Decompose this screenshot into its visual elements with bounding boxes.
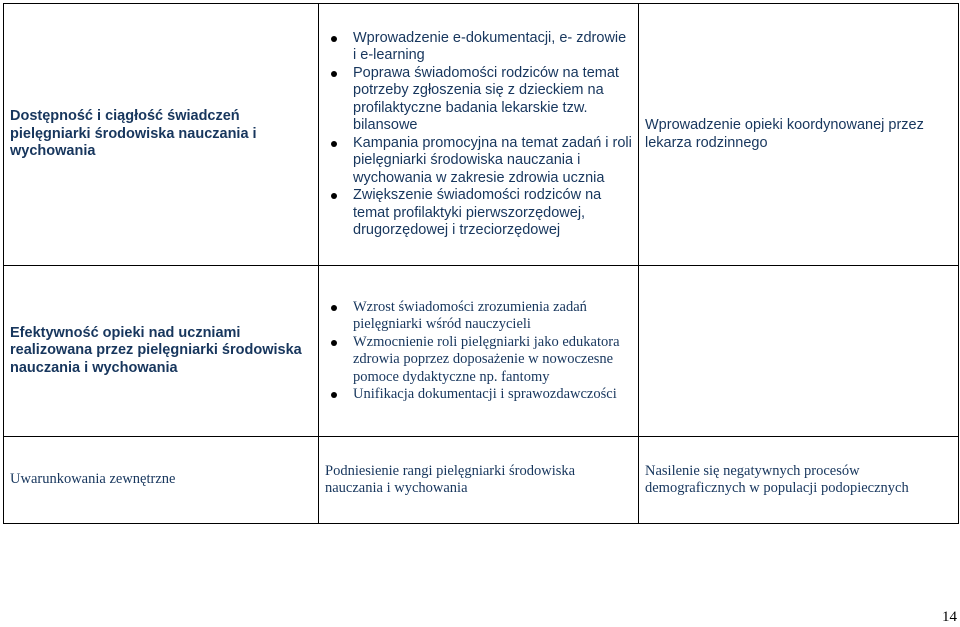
page-number: 14 — [942, 609, 957, 625]
row-label-dostepnosc: Dostępność i ciągłość świadczeń pielęgniarki środowiska nauczania i wychowania — [4, 4, 319, 266]
bullet-list — [325, 30, 632, 240]
row-label-uwarunkowania: Uwarunkowania zewnętrzne — [4, 437, 319, 524]
swot-table — [3, 3, 959, 524]
list-item: Wzrost świadomości zrozumienia zadań pielęgniarki wśród nauczycieli — [353, 299, 632, 334]
bullet-list-cell — [319, 266, 639, 437]
table-row — [4, 437, 959, 524]
bullet-list — [325, 299, 632, 404]
list-item: Wzmocnienie roli pielęgniarki jako edukatora zdrowia poprzez doposażenie w nowoczesne pomoce dydaktyczne np. fantomy — [353, 334, 632, 387]
empty-cell — [639, 266, 959, 437]
cell-ranga-pielegniarki: Podniesienie rangi pielęgniarki środowiska nauczania i wychowania — [319, 437, 639, 524]
list-item: Wprowadzenie e-dokumentacji, e- zdrowie i e-learning — [353, 30, 632, 65]
row-label-efektywnosc: Efektywność opieki nad uczniami realizowana przez pielęgniarki środowiska nauczania i wychowania — [4, 266, 319, 437]
bullet-list-cell — [319, 4, 639, 266]
table-row — [4, 266, 959, 437]
list-item: Unifikacja dokumentacji i sprawozdawczości — [353, 386, 632, 404]
cell-opieka-koordynowana: Wprowadzenie opieki koordynowanej przez lekarza rodzinnego — [639, 4, 959, 266]
list-item: Poprawa świadomości rodziców na temat potrzeby zgłoszenia się z dzieckiem na profilaktyczne badania lekarskie tzw. bilansowe — [353, 65, 632, 135]
list-item: Zwiększenie świadomości rodziców na temat profilaktyki pierwszorzędowej, drugorzędowej i trzeciorzędowej — [353, 187, 632, 240]
list-item: Kampania promocyjna na temat zadań i roli pielęgniarki środowiska nauczania i wychowania w zakresie zdrowia ucznia — [353, 134, 632, 186]
cell-procesy-demograficzne: Nasilenie się negatywnych procesów demograficznych w populacji podopiecznych — [639, 437, 959, 524]
table-row — [4, 4, 959, 266]
